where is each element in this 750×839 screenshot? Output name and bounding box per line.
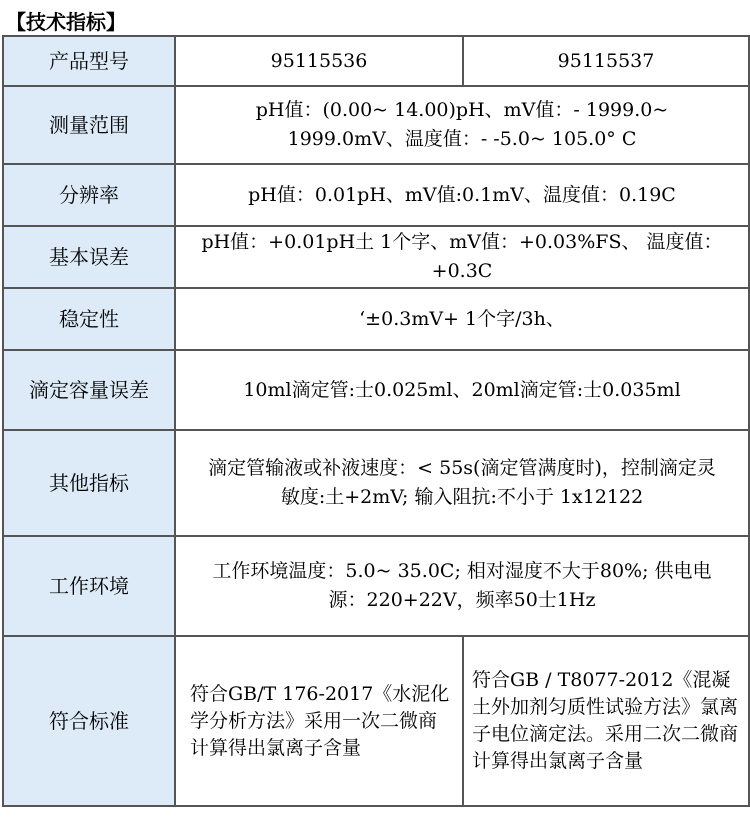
row-label-environment: 工作环境: [3, 536, 175, 636]
error-value: pH值：+0.01pH土 1个字、mV值：+0.03%FS、 温度值：+0.3C: [175, 226, 749, 288]
table-row: [3, 536, 749, 636]
table-row: [3, 36, 749, 86]
table-row: [3, 226, 749, 288]
row-label-other: 其他指标: [3, 430, 175, 536]
table-row: [3, 86, 749, 164]
titration-error-value: 10ml滴定管:士0.025ml、20ml滴定管:士0.035ml: [175, 350, 749, 430]
table-row: [3, 636, 749, 806]
environment-value: 工作环境温度：5.0~ 35.0C; 相对湿度不大于80%; 供电电源：220+22V，频率50士1Hz: [175, 536, 749, 636]
stability-value: ‘±0.3mV+ 1个字/3h、: [175, 288, 749, 350]
table-row: [3, 350, 749, 430]
spec-table: [2, 35, 750, 807]
standard-value-1: 符合GB/T 176-2017《水泥化学分析方法》采用一次二微商计算得出氯离子含量: [175, 636, 463, 806]
table-row: [3, 164, 749, 226]
other-value: 滴定管输液或补液速度：< 55s(滴定管满度时)，控制滴定灵敏度:土+2mV; 输入阻抗:不小于 1x12122: [175, 430, 749, 536]
section-title: 【技术指标】: [6, 10, 126, 34]
row-label-resolution: 分辨率: [3, 164, 175, 226]
row-label-range: 测量范围: [3, 86, 175, 164]
row-label-error: 基本误差: [3, 226, 175, 288]
model-value-2: 95115537: [463, 36, 749, 86]
resolution-value: pH值：0.01pH、mV值:0.1mV、温度值：0.19C: [175, 164, 749, 226]
table-row: [3, 288, 749, 350]
row-label-titration-error: 滴定容量误差: [3, 350, 175, 430]
table-row: [3, 430, 749, 536]
range-value: pH值：(0.00~ 14.00)pH、mV值：- 1999.0~ 1999.0mV、温度值：- -5.0~ 105.0° C: [175, 86, 749, 164]
model-value-1: 95115536: [175, 36, 463, 86]
row-label-standard: 符合标准: [3, 636, 175, 806]
standard-value-2: 符合GB / T8077-2012《混凝土外加剂匀质性试验方法》氯离子电位滴定法。采用二次二微商计算得出氯离子含量: [463, 636, 749, 806]
row-label-stability: 稳定性: [3, 288, 175, 350]
row-label-model: 产品型号: [3, 36, 175, 86]
